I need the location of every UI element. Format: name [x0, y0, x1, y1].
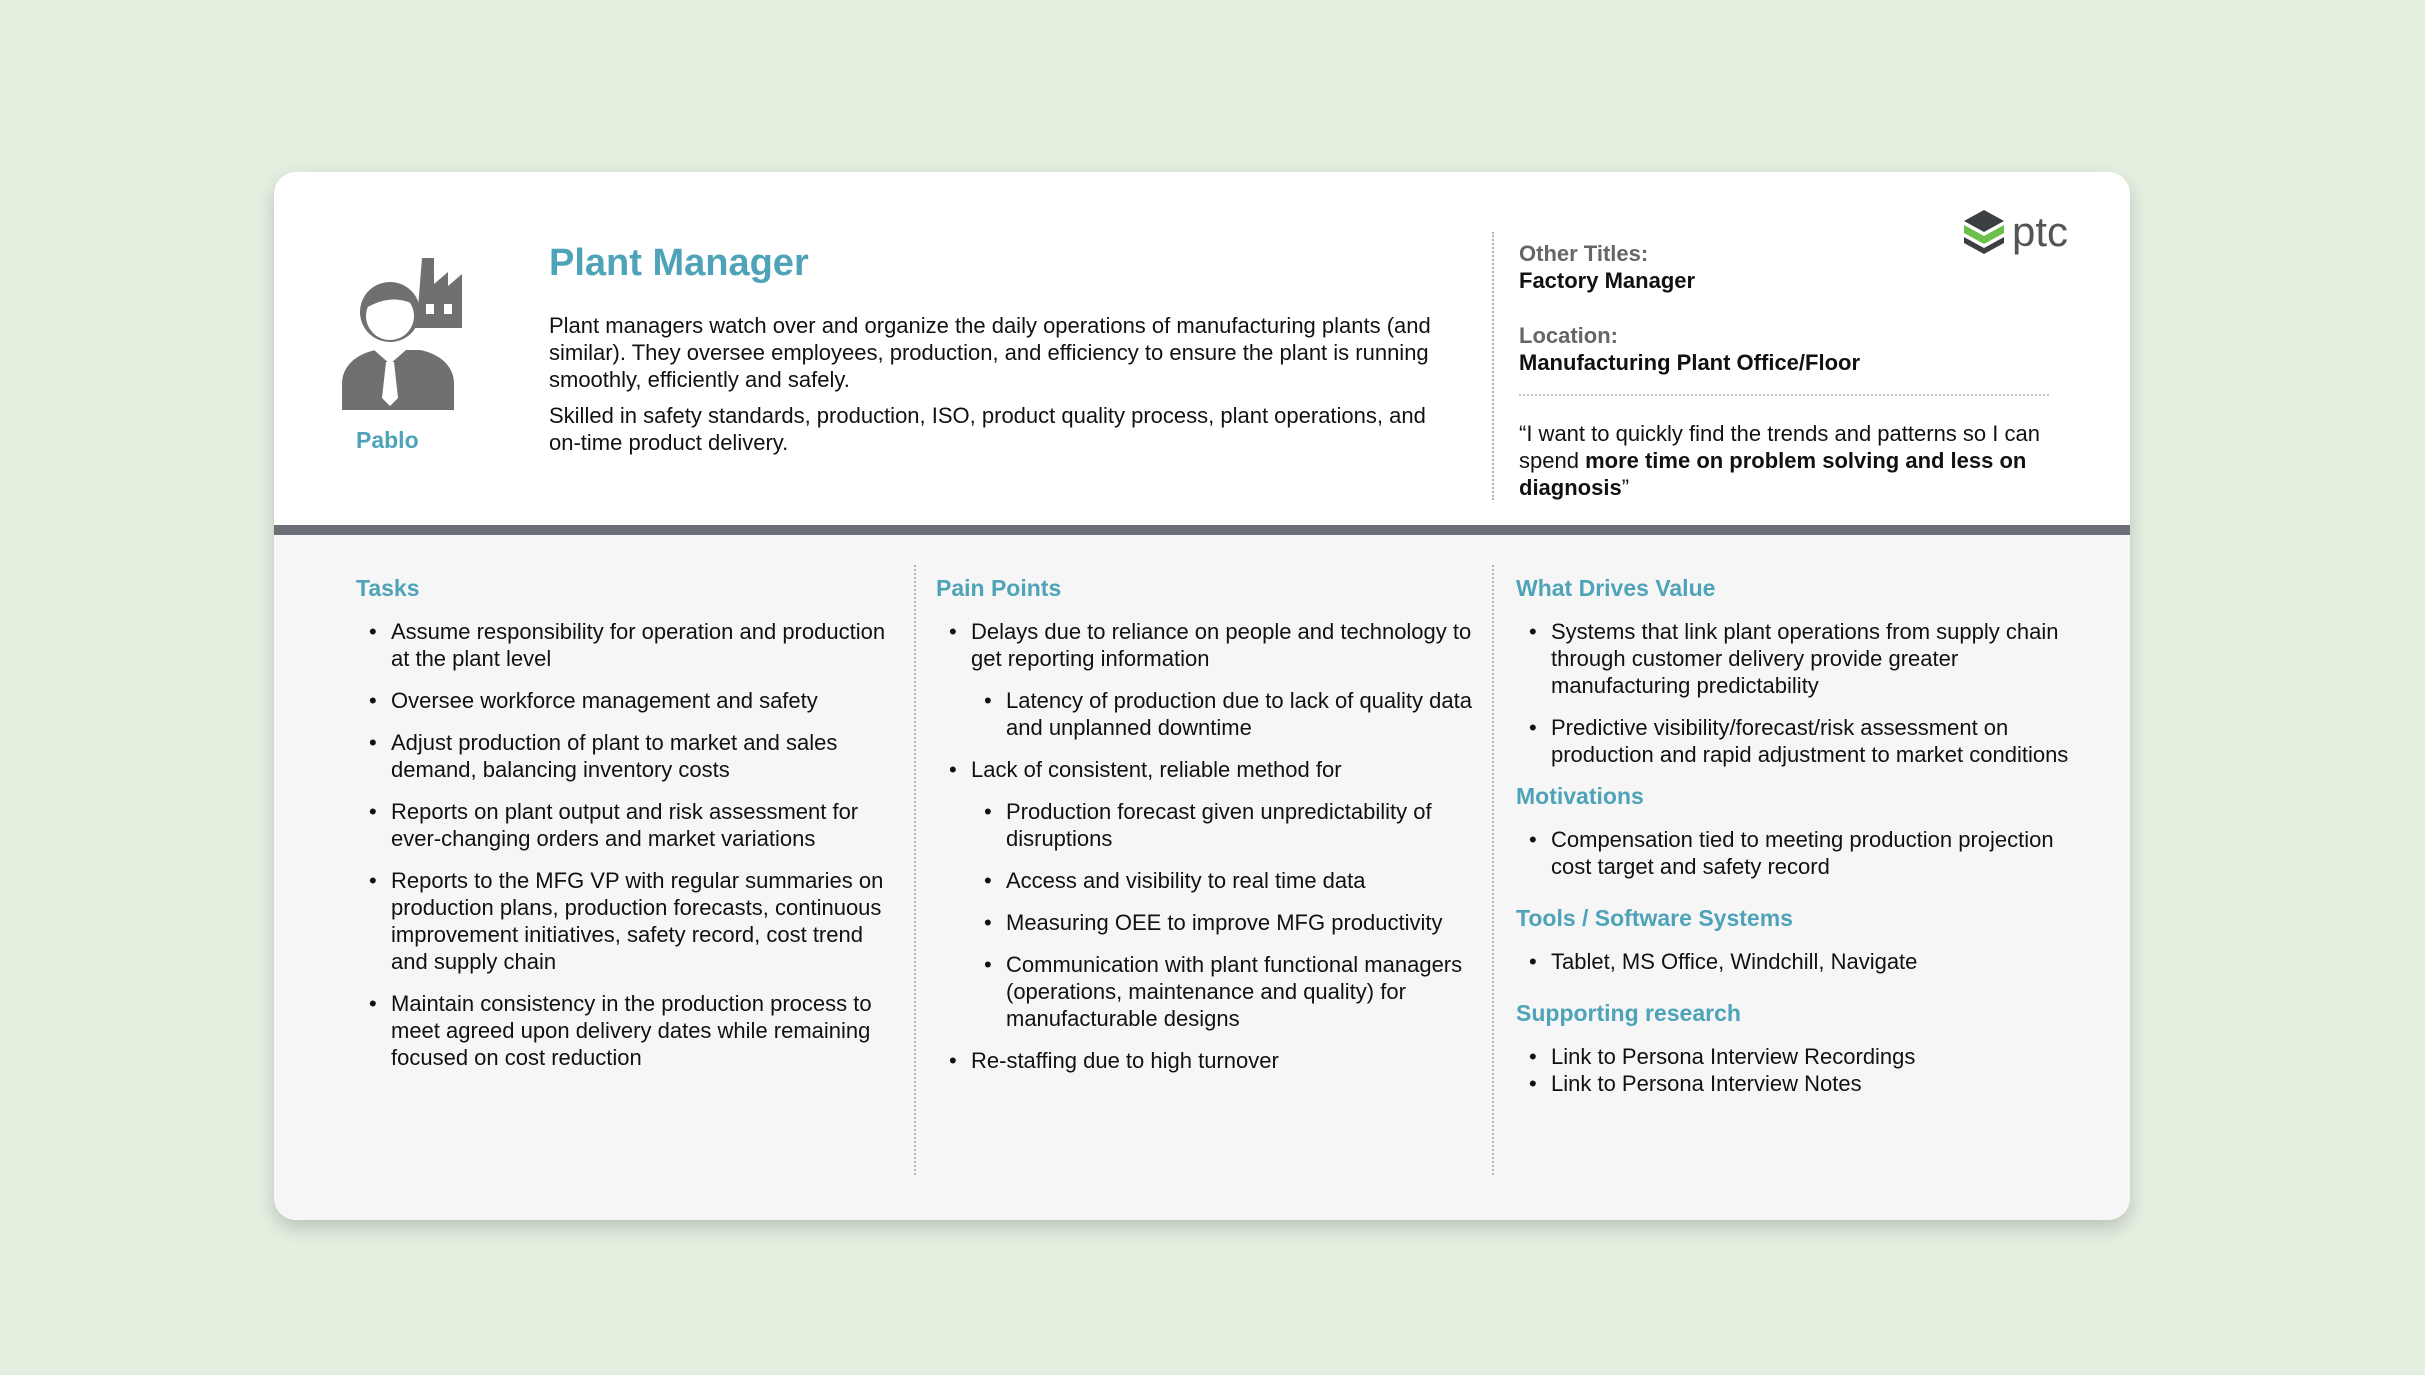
motivations-list: [1516, 826, 2076, 880]
pain-points-list: [936, 618, 1476, 1074]
meta-separator: [1519, 394, 2049, 396]
list-item: • Assume responsibility for operation and production at the plant level: [356, 618, 896, 672]
list-item: • Oversee workforce management and safety: [356, 687, 896, 714]
list-item: • Adjust production of plant to market and sales demand, balancing inventory costs: [356, 729, 896, 783]
pain-points-column: [936, 575, 1476, 1089]
persona-role-title: Plant Manager: [549, 242, 809, 284]
tasks-list: [356, 618, 896, 1071]
list-item: • Reports to the MFG VP with regular summaries on production plans, production forecasts, continuous improvement initiatives, safety record, cost trend and supply chain: [356, 867, 896, 975]
description-paragraph: Skilled in safety standards, production, ISO, product quality process, plant operations, and on-time product delivery.: [549, 403, 1426, 455]
list-subitem: • Latency of production due to lack of quality data and unplanned downtime: [936, 687, 1476, 741]
persona-header: [274, 172, 2130, 525]
quote-start: “I want to quickly find the trends and patterns so I can spend: [1519, 421, 2040, 473]
research-link-recordings[interactable]: • Link to Persona Interview Recordings: [1516, 1043, 2076, 1070]
tasks-column: [356, 575, 896, 1086]
ptc-logo-icon: [1962, 208, 2006, 256]
list-item: • Delays due to reliance on people and technology to get reporting information: [936, 618, 1476, 672]
location: [1519, 322, 2059, 376]
quote-bold: more time on problem solving and less on diagnosis: [1519, 448, 2027, 500]
list-item: • Systems that link plant operations from supply chain through customer delivery provide greater manufacturing predictability: [1516, 618, 2076, 699]
list-item: • Lack of consistent, reliable method for: [936, 756, 1476, 783]
list-item: • Reports on plant output and risk assessment for ever-changing orders and market variations: [356, 798, 896, 852]
other-titles-label: Other Titles:: [1519, 241, 1649, 266]
header-divider: [1492, 232, 1494, 500]
location-value: Manufacturing Plant Office/Floor: [1519, 350, 1861, 375]
ptc-logo-text: ptc: [2012, 208, 2069, 255]
persona-quote: [1519, 420, 2049, 501]
tools-list: [1516, 948, 2076, 975]
value-column: [1516, 575, 2076, 1097]
research-link-notes[interactable]: • Link to Persona Interview Notes: [1516, 1070, 2076, 1097]
tasks-heading: Tasks: [356, 575, 420, 601]
list-item: • Re-staffing due to high turnover: [936, 1047, 1476, 1074]
description-paragraph: Plant managers watch over and organize the daily operations of manufacturing plants (and similar). They oversee employees, production, and efficiency to ensure the plant is running smoothly, efficiently and safely.: [549, 313, 1431, 392]
list-item: • Tablet, MS Office, Windchill, Navigate: [1516, 948, 2076, 975]
list-item: • Predictive visibility/forecast/risk assessment on production and rapid adjustment to market conditions: [1516, 714, 2076, 768]
persona-details: [274, 535, 2130, 1220]
other-titles-value: Factory Manager: [1519, 268, 1696, 293]
list-subitem: • Production forecast given unpredictability of disruptions: [936, 798, 1476, 852]
motivations-heading: Motivations: [1516, 783, 1644, 809]
persona-description: [549, 312, 1449, 465]
list-subitem: • Communication with plant functional managers (operations, maintenance and quality) for manufacturable designs: [936, 951, 1476, 1032]
column-divider: [1492, 565, 1494, 1175]
drives-value-list: [1516, 618, 2076, 768]
persona-name: Pablo: [356, 427, 419, 453]
section-divider-bar: [274, 525, 2130, 535]
list-subitem: • Measuring OEE to improve MFG productivity: [936, 909, 1476, 936]
drives-value-heading: What Drives Value: [1516, 575, 1716, 601]
location-label: Location:: [1519, 323, 1618, 348]
persona-meta: [1519, 240, 2059, 501]
tools-heading: Tools / Software Systems: [1516, 905, 1793, 931]
research-list: [1516, 1043, 2076, 1097]
quote-end: ”: [1621, 475, 1630, 500]
ptc-logo: [1962, 208, 2068, 256]
plant-manager-icon: [338, 250, 498, 410]
pain-points-heading: Pain Points: [936, 575, 1062, 601]
column-divider: [914, 565, 916, 1175]
persona-card: [274, 172, 2130, 1220]
list-item: • Maintain consistency in the production process to meet agreed upon delivery dates while remaining focused on cost reduction: [356, 990, 896, 1071]
list-item: • Compensation tied to meeting production projection cost target and safety record: [1516, 826, 2076, 880]
research-heading: Supporting research: [1516, 1000, 1741, 1026]
list-subitem: • Access and visibility to real time data: [936, 867, 1476, 894]
